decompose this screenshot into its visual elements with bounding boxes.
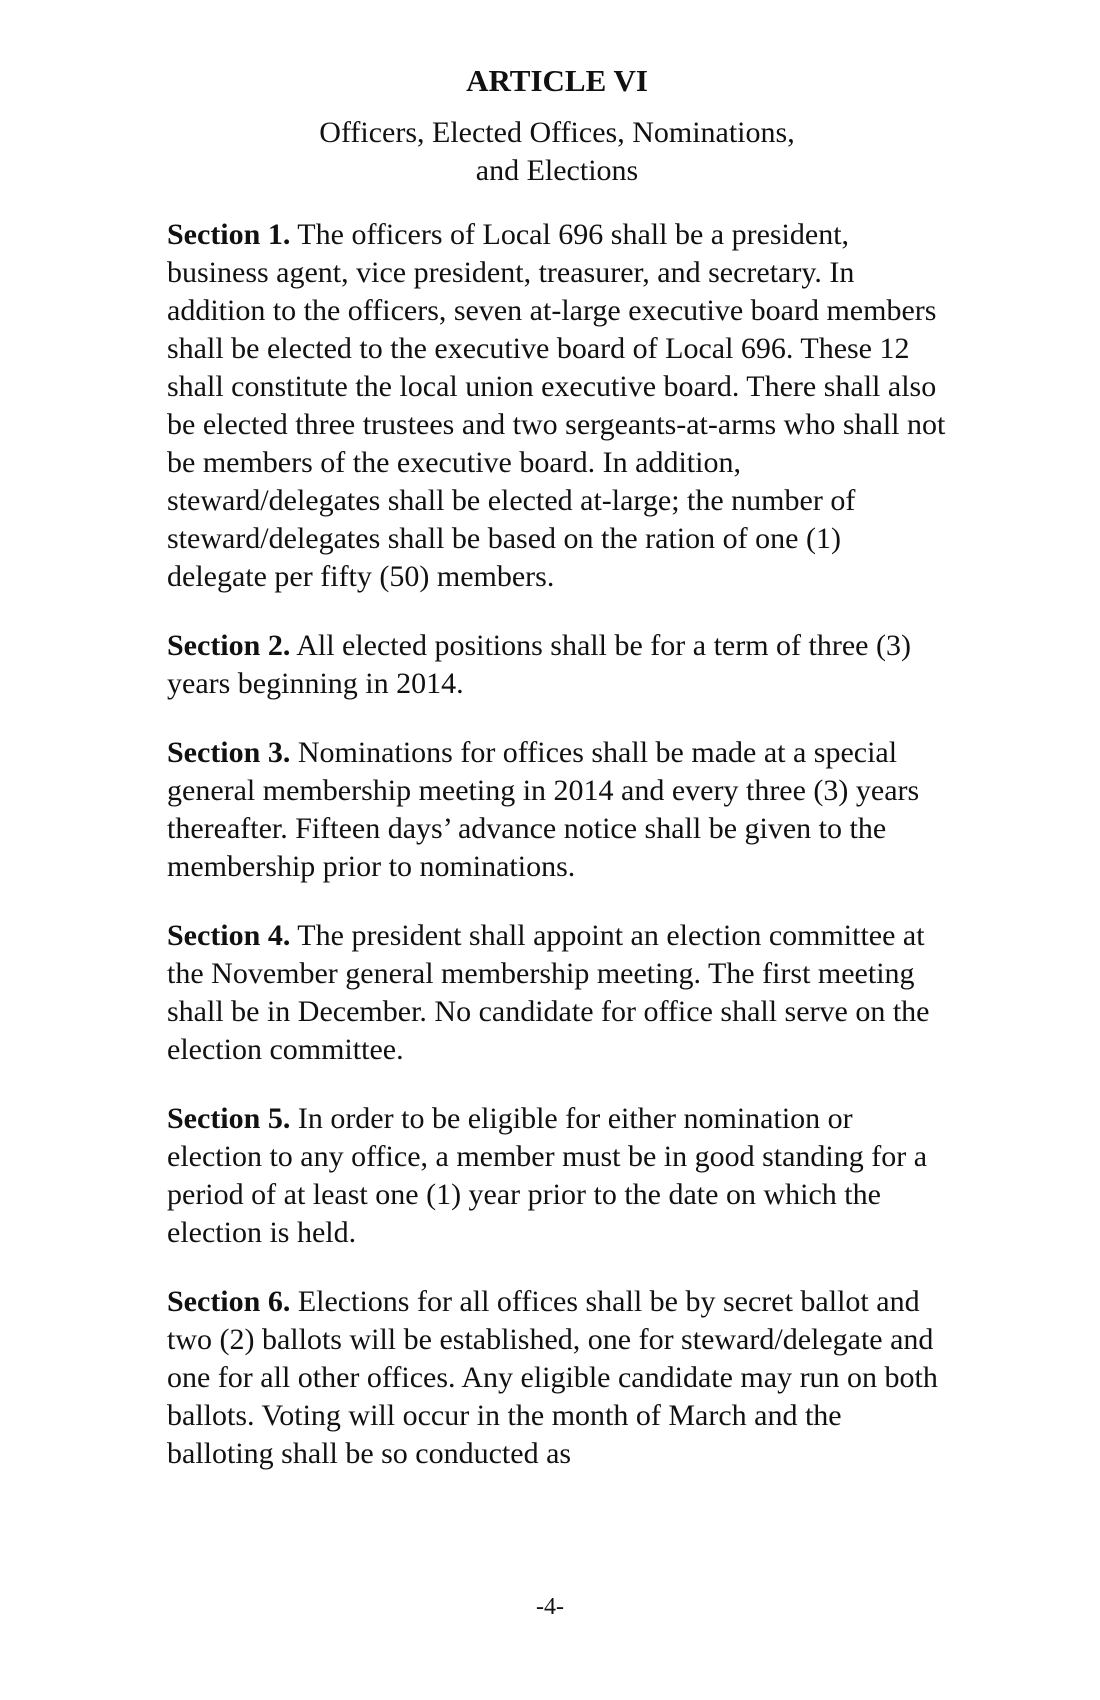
section-4-label: Section 4. bbox=[167, 919, 291, 952]
document-page bbox=[167, 62, 947, 1504]
section-6 bbox=[167, 1283, 947, 1473]
article-title: ARTICLE VI bbox=[466, 63, 648, 98]
section-6-label: Section 6. bbox=[167, 1285, 291, 1318]
section-4-text: The president shall appoint an election committee at the November general membership meeting. The first meeting shall be in December. No candidate for office shall serve on the election committee. bbox=[167, 919, 930, 1066]
section-2-text: All elected positions shall be for a term of three (3) years beginning in 2014. bbox=[167, 629, 911, 700]
section-1-label: Section 1. bbox=[167, 218, 291, 251]
article-subtitle bbox=[167, 114, 947, 190]
page-number: -4- bbox=[536, 1594, 564, 1620]
section-5-text: In order to be eligible for either nomination or election to any office, a member must be in good standing for a period of at least one (1) year prior to the date on which the election is held. bbox=[167, 1102, 928, 1249]
article-subtitle-line-1: Officers, Elected Offices, Nominations, bbox=[319, 116, 795, 149]
section-2-label: Section 2. bbox=[167, 629, 291, 662]
section-3-text: Nominations for offices shall be made at a special general membership meeting in 2014 and every three (3) years thereafter. Fifteen days’ advance notice shall be given to the membership prior to nominations. bbox=[167, 736, 920, 883]
section-6-text: Elections for all offices shall be by secret ballot and two (2) ballots will be established, one for steward/delegate and one for all other offices. Any eligible candidate may run on both ballots. Voting will occur in the month of March and the balloting shall be so conducted as bbox=[167, 1285, 938, 1470]
article-subtitle-line-2: and Elections bbox=[475, 154, 639, 187]
section-5-label: Section 5. bbox=[167, 1102, 291, 1135]
section-1 bbox=[167, 216, 947, 596]
section-3 bbox=[167, 734, 947, 886]
section-4 bbox=[167, 917, 947, 1069]
section-3-label: Section 3. bbox=[167, 736, 291, 769]
section-2 bbox=[167, 627, 947, 703]
section-1-text: The officers of Local 696 shall be a president, business agent, vice president, treasurer, and secretary. In addition to the officers, seven at-large executive board members shall be elected to the executive board of Local 696. These 12 shall constitute the local union executive board. There shall also be elected three trustees and two sergeants-at-arms who shall not be members of the executive board. In addition, steward/delegates shall be elected at-large; the number of steward/delegates shall be based on the ration of one (1) delegate per fifty (50) members. bbox=[167, 218, 946, 593]
section-5 bbox=[167, 1100, 947, 1252]
